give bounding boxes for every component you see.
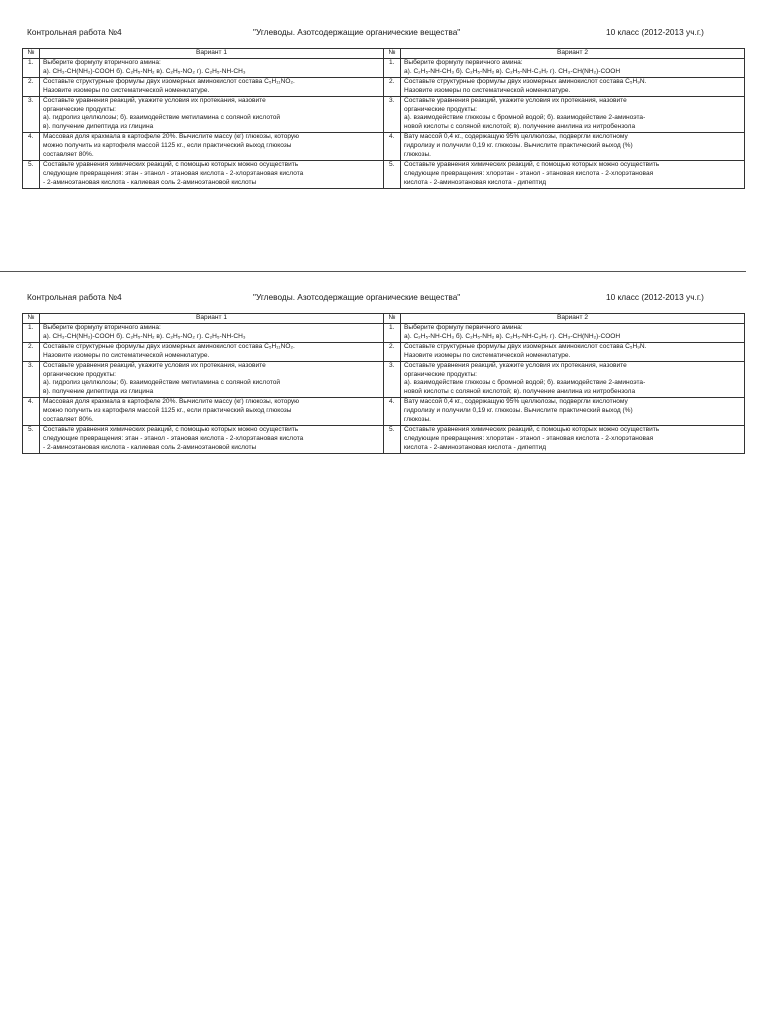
test-sheet-2	[0, 287, 768, 451]
task-line: в). получение дипептида из глицина	[43, 123, 154, 131]
task-text-v1	[40, 160, 384, 188]
task-text-v2	[401, 133, 745, 161]
col-num-header: №	[384, 49, 401, 59]
task-text-v2	[401, 342, 745, 361]
task-number: 4.	[23, 133, 40, 161]
grade-year: 10 класс (2012-2013 уч.г.)	[606, 27, 704, 37]
col-num-header: №	[23, 49, 40, 59]
task-line: Вату массой 0,4 кг., содержащую 95% целлюлозы, подвергли кислотному	[404, 398, 628, 406]
task-line: кислота - 2-аминоэтановая кислота - дипептид	[404, 178, 547, 186]
variant2-header: Вариант 2	[401, 314, 745, 324]
task-line: а). взаимодействие глюкозы с бромной водой; б). взаимодействие 2-аминоэта-	[404, 379, 646, 387]
task-line: гидролизу и получили 0,19 кг. глюкозы. Вычислите практический выход (%)	[404, 142, 633, 150]
task-line: глюкозы.	[404, 151, 432, 159]
task-number: 4.	[23, 398, 40, 426]
test-title: Контрольная работа №4	[27, 292, 122, 302]
task-line: глюкозы.	[404, 416, 432, 424]
task-line: можно получить из картофеля массой 1125 кг., если практический выход глюкозы	[43, 407, 292, 415]
task-number: 3.	[384, 96, 401, 133]
task-line: Выберите формулу первичного амина:	[404, 324, 523, 331]
task-number: 4.	[384, 398, 401, 426]
task-line: Выберите формулу вторичного амина:	[43, 324, 161, 331]
table-row	[23, 361, 745, 398]
task-line: Вату массой 0,4 кг., содержащую 95% целлюлозы, подвергли кислотному	[404, 133, 628, 141]
table-row	[23, 59, 745, 78]
tasks-table	[22, 48, 745, 189]
sheet-header	[0, 287, 768, 309]
task-text-v2	[401, 425, 745, 453]
task-line: а). CH₃-CH(NH₂)-COOH б). C₂H₅-NH₂ в). C₂H₅-NO₂ г). C₂H₅-NH-CH₃	[43, 67, 246, 75]
task-line: а). CH₃-CH(NH₂)-COOH б). C₂H₅-NH₂ в). C₂H₅-NO₂ г). C₂H₅-NH-CH₃	[43, 332, 246, 340]
cut-line-divider	[0, 271, 746, 272]
task-line: можно получить из картофеля массой 1125 кг., если практический выход глюкозы	[43, 142, 292, 150]
task-line: Составьте структурные формулы двух изомерных аминокислот состава C₅H₁₁NO₂.	[43, 77, 295, 85]
variant1-header: Вариант 1	[40, 314, 384, 324]
task-line: а). взаимодействие глюкозы с бромной водой; б). взаимодействие 2-аминоэта-	[404, 114, 646, 122]
test-title: Контрольная работа №4	[27, 27, 122, 37]
grade-year: 10 класс (2012-2013 уч.г.)	[606, 292, 704, 302]
task-text-v1	[40, 96, 384, 133]
task-line: Составьте структурные формулы двух изомерных аминокислот состава C₅H₉N.	[404, 77, 647, 85]
test-topic: "Углеводы. Азотсодержащие органические вещества"	[253, 27, 461, 37]
table-row	[23, 133, 745, 161]
task-number: 1.	[23, 324, 40, 343]
task-number: 5.	[23, 160, 40, 188]
task-number: 5.	[384, 160, 401, 188]
task-number: 2.	[384, 342, 401, 361]
task-number: 1.	[384, 59, 401, 78]
task-text-v2	[401, 398, 745, 426]
col-num-header: №	[384, 314, 401, 324]
task-line: - 2-аминоэтановая кислота - калиевая соль 2-аминоэтановой кислоты	[43, 178, 257, 186]
task-number: 3.	[23, 96, 40, 133]
task-line: Составьте структурные формулы двух изомерных аминокислот состава C₅H₁₁NO₂.	[43, 342, 295, 350]
task-line: Массовая доля крахмала в картофеле 20%. Вычислите массу (кг) глюкозы, которую	[43, 133, 300, 141]
task-text-v1	[40, 398, 384, 426]
task-line: Составьте уравнения химических реакций, с помощью которых можно осуществить	[43, 425, 299, 433]
task-number: 3.	[23, 361, 40, 398]
task-line: а). гидролиз целлюлозы; б). взаимодействие метиламина с соляной кислотой	[43, 379, 281, 387]
test-topic: "Углеводы. Азотсодержащие органические вещества"	[253, 292, 461, 302]
task-line: следующие превращения: хлорэтан - этанол - этановая кислота - 2-хлорэтановая	[404, 434, 654, 442]
task-line: а). гидролиз целлюлозы; б). взаимодействие метиламина с соляной кислотой	[43, 114, 281, 122]
sheet-header	[0, 22, 768, 44]
task-number: 2.	[384, 77, 401, 96]
task-number: 3.	[384, 361, 401, 398]
task-line: Массовая доля крахмала в картофеле 20%. Вычислите массу (кг) глюкозы, которую	[43, 398, 300, 406]
task-text-v1	[40, 59, 384, 78]
table-row	[23, 160, 745, 188]
task-line: новой кислоты с соляной кислотой; в). получение анилина из нитробензола	[404, 388, 636, 396]
task-text-v2	[401, 96, 745, 133]
task-line: гидролизу и получили 0,19 кг. глюкозы. Вычислите практический выход (%)	[404, 407, 633, 415]
task-line: Составьте структурные формулы двух изомерных аминокислот состава C₅H₉N.	[404, 342, 647, 350]
task-line: Назовите изомеры по систематической номенклатуре.	[43, 351, 210, 359]
task-text-v2	[401, 324, 745, 343]
task-line: Назовите изомеры по систематической номенклатуре.	[404, 351, 571, 359]
tasks-table	[22, 313, 745, 454]
task-number: 4.	[384, 133, 401, 161]
table-row	[23, 398, 745, 426]
task-number: 2.	[23, 77, 40, 96]
task-text-v2	[401, 59, 745, 78]
task-line: следующие превращения: хлорэтан - этанол - этановая кислота - 2-хлорэтановая	[404, 169, 654, 177]
task-text-v2	[401, 77, 745, 96]
variant2-header: Вариант 2	[401, 49, 745, 59]
task-line: Составьте уравнения химических реакций, с помощью которых можно осуществить	[43, 160, 299, 168]
task-line: органические продукты:	[43, 105, 116, 113]
task-line: в). получение дипептида из глицина	[43, 388, 154, 396]
test-sheet-1	[0, 22, 768, 186]
task-text-v1	[40, 77, 384, 96]
task-line: Составьте уравнения реакций, укажите условия их протекания, назовите	[404, 96, 627, 104]
task-text-v1	[40, 425, 384, 453]
task-line: следующие превращения: этан - этанол - этановая кислота - 2-хлорэтановая кислота	[43, 169, 304, 177]
task-number: 5.	[384, 425, 401, 453]
task-text-v1	[40, 361, 384, 398]
task-line: органические продукты:	[404, 370, 477, 378]
task-line: - 2-аминоэтановая кислота - калиевая соль 2-аминоэтановой кислоты	[43, 443, 257, 451]
task-line: составляет 80%.	[43, 151, 94, 159]
table-row	[23, 324, 745, 343]
task-line: органические продукты:	[43, 370, 116, 378]
task-number: 1.	[23, 59, 40, 78]
task-line: следующие превращения: этан - этанол - этановая кислота - 2-хлорэтановая кислота	[43, 434, 304, 442]
task-line: Составьте уравнения реакций, укажите условия их протекания, назовите	[43, 361, 266, 369]
task-line: Назовите изомеры по систематической номенклатуре.	[404, 86, 571, 94]
variant1-header: Вариант 1	[40, 49, 384, 59]
task-line: новой кислоты с соляной кислотой; в). получение анилина из нитробензола	[404, 123, 636, 131]
task-line: а). C₂H₅-NH-CH₃ б). C₂H₅-NH₂ в). C₂H₅-NH-C₃H₇ г). CH₃-CH(NH₂)-COOH	[404, 67, 621, 75]
table-row	[23, 342, 745, 361]
task-line: Назовите изомеры по систематической номенклатуре.	[43, 86, 210, 94]
table-row	[23, 77, 745, 96]
task-text-v1	[40, 342, 384, 361]
task-line: Выберите формулу первичного амина:	[404, 59, 523, 66]
table-header-row	[23, 314, 745, 324]
task-text-v1	[40, 133, 384, 161]
task-line: Составьте уравнения химических реакций, с помощью которых можно осуществить	[404, 160, 660, 168]
task-line: а). C₂H₅-NH-CH₃ б). C₂H₅-NH₂ в). C₂H₅-NH-C₃H₇ г). CH₃-CH(NH₂)-COOH	[404, 332, 621, 340]
table-row	[23, 96, 745, 133]
task-line: Составьте уравнения реакций, укажите условия их протекания, назовите	[404, 361, 627, 369]
task-text-v2	[401, 160, 745, 188]
table-header-row	[23, 49, 745, 59]
task-line: Выберите формулу вторичного амина:	[43, 59, 161, 66]
table-row	[23, 425, 745, 453]
task-line: органические продукты:	[404, 105, 477, 113]
task-line: Составьте уравнения реакций, укажите условия их протекания, назовите	[43, 96, 266, 104]
task-number: 2.	[23, 342, 40, 361]
task-number: 5.	[23, 425, 40, 453]
task-line: кислота - 2-аминоэтановая кислота - дипептид	[404, 443, 547, 451]
task-number: 1.	[384, 324, 401, 343]
task-text-v1	[40, 324, 384, 343]
task-line: Составьте уравнения химических реакций, с помощью которых можно осуществить	[404, 425, 660, 433]
task-line: составляет 80%.	[43, 416, 94, 424]
col-num-header: №	[23, 314, 40, 324]
task-text-v2	[401, 361, 745, 398]
